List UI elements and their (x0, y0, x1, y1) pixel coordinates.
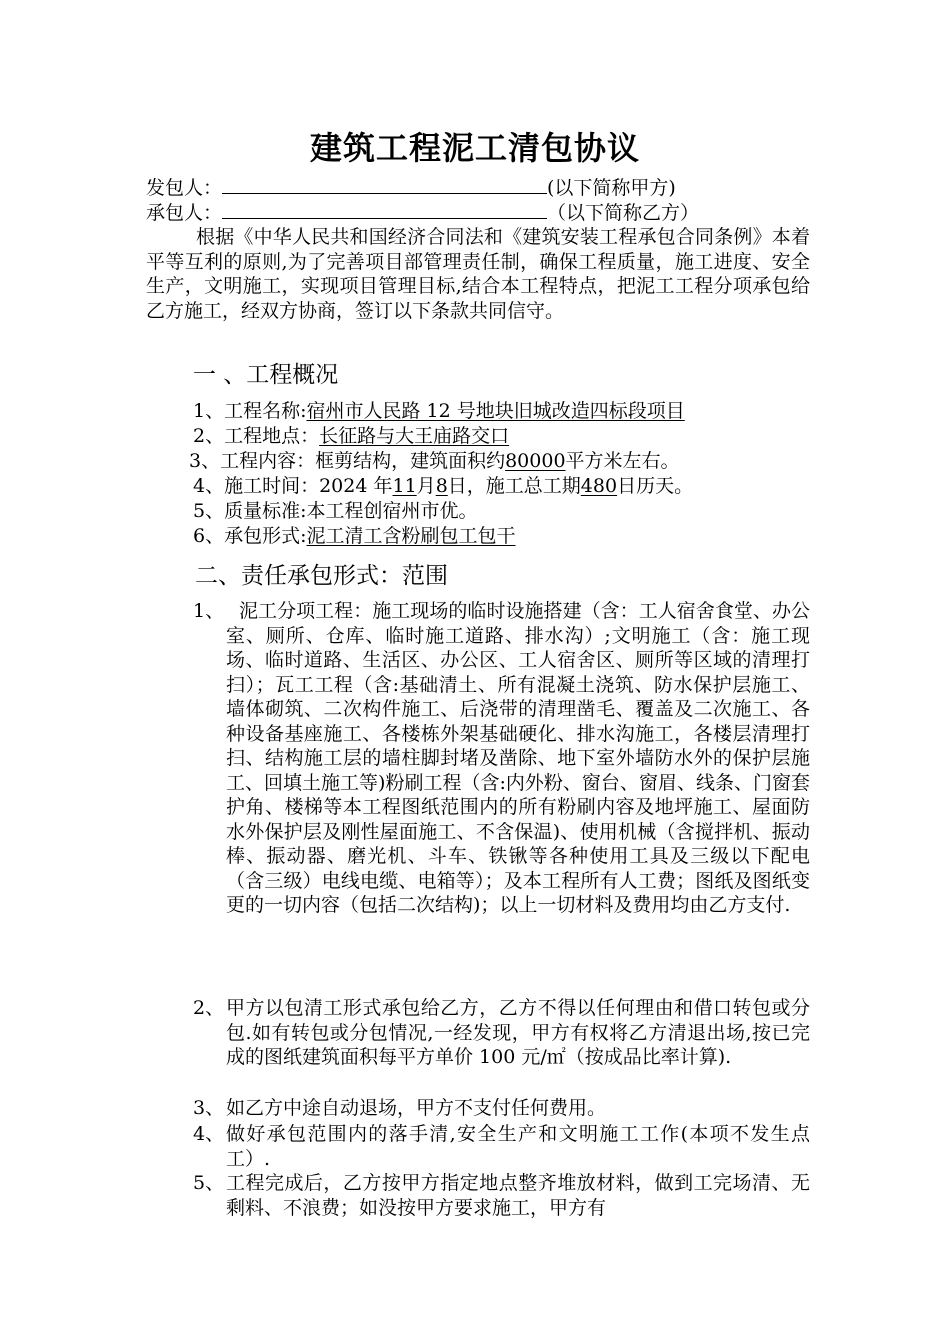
party-a-blank (222, 174, 547, 194)
scope-item-2-number: 2、 (193, 997, 225, 1019)
party-a-suffix: (以下简称甲方) (547, 177, 676, 199)
start-month: 11 (392, 475, 417, 497)
scope-item-2-text: 甲方以包清工形式承包给乙方，乙方不得以任何理由和借口转包或分包.如有转包或分包情况,一经发现，甲方有权将乙方清退出场,按已完成的图纸建筑面积每平方单价 100 元/㎡（按成品比率计算). (226, 997, 810, 1068)
scope-item-3-text: 如乙方中途自动退场，甲方不支付任何费用。 (226, 1097, 607, 1119)
start-day: 8 (435, 475, 448, 497)
scope-item-2 (193, 996, 810, 1070)
scope-item-3-number: 3、 (193, 1097, 225, 1119)
scope-item-1-text: 泥工分项工程：施工现场的临时设施搭建（含：工人宿舍食堂、办公室、厕所、仓库、临时施工道路、排水沟）;文明施工（含：施工现场、临时道路、生活区、办公区、工人宿舍区、厕所等区域的清理打扫）；瓦工工程（含:基础清土、所有混凝土浇筑、防水保护层施工、墙体砌筑、二次构件施工、后浇带的清理凿毛、覆盖及二次施工、各种设备基座施工、各楼栋外架基础硬化、排水沟施工，各楼层清理打扫、结构施工层的墙柱脚封堵及凿除、地下室外墙防水外的保护层施工、回填土施工等)粉刷工程（含:内外粉、窗台、窗眉、线条、门窗套护角、楼梯等本工程图纸范围内的所有粉刷内容及地坪施工、屋面防水外保护层及刚性屋面施工、不含保温)、使用机械（含搅拌机、振动棒、振动器、磨光机、斗车、铁锹等各种使用工具及三级以下配电（含三级）电线电缆、电箱等）；及本工程所有人工费；图纸及图纸变更的一切内容（包括二次结构)；以上一切材料及费用均由乙方支付. (226, 600, 810, 916)
overview-item-6 (193, 524, 516, 548)
document-title: 建筑工程泥工清包协议 (309, 129, 640, 167)
project-location-value: 长征路与大王庙路交口 (319, 425, 510, 447)
scope-item-4-text: 做好承包范围内的落手清,安全生产和文明施工工作(本项不发生点工）. (226, 1123, 810, 1170)
scope-item-5-number: 5、 (193, 1172, 225, 1194)
overview-item-2 (193, 424, 509, 448)
section1-heading: 一 、工程概况 (193, 362, 339, 388)
start-month-unit: 月 (416, 475, 436, 497)
overview-item-5 (193, 499, 478, 523)
scope-item-5 (193, 1171, 810, 1220)
overview-item-4 (193, 474, 693, 498)
party-b-suffix: （以下简称乙方） (547, 202, 700, 224)
start-day-unit: 日，施工总工期 (447, 475, 581, 497)
preamble-paragraph: 根据《中华人民共和国经济合同法和《建筑安装工程承包合同条例》本着平等互利的原则,为了完善项目部管理责任制，确保工程质量，施工进度、安全生产，文明施工，实现项目管理目标,结合本工程特点，把泥工工程分项承包给乙方施工，经双方协商，签订以下条款共同信守。 (146, 226, 810, 322)
section2-heading: 二、责任承包形式：范围 (195, 563, 448, 589)
project-name-value: 宿州市人民路 12 号地块旧城改造四标段项目 (306, 400, 685, 422)
project-area-unit: 平方米左右。 (565, 450, 680, 472)
party-a-label: 发包人： (146, 177, 223, 199)
scope-item-4 (193, 1122, 810, 1171)
duration-days: 480 (580, 475, 618, 497)
project-content-label: 3、工程内容：框剪结构，建筑面积约 (189, 450, 506, 472)
party-a-line (146, 174, 676, 200)
project-location-label: 2、工程地点： (193, 425, 320, 447)
scope-item-3 (193, 1096, 810, 1121)
duration-unit: 日历天。 (617, 475, 694, 497)
contract-form-label: 6、承包形式: (193, 525, 307, 547)
scope-item-5-text: 工程完成后，乙方按甲方指定地点整齐堆放材料，做到工完场清、无剩料、不浪费；如没按甲方要求施工，甲方有 (226, 1172, 810, 1219)
project-area-value: 80000 (505, 450, 566, 472)
party-b-line (146, 199, 699, 225)
construction-time-label: 4、施工时间：2024 年 (193, 475, 393, 497)
overview-item-3 (189, 449, 680, 473)
party-b-label: 承包人： (146, 202, 223, 224)
party-b-blank (222, 199, 547, 219)
overview-item-1 (193, 399, 685, 423)
contract-form-value: 泥工清工含粉刷包工包干 (306, 525, 516, 547)
scope-item-1-number: 1、 (193, 600, 225, 622)
scope-item-4-number: 4、 (193, 1123, 225, 1145)
scope-item-1 (193, 599, 810, 918)
quality-standard: 5、质量标准:本工程创宿州市优。 (193, 500, 478, 522)
project-name-label: 1、工程名称: (193, 400, 307, 422)
